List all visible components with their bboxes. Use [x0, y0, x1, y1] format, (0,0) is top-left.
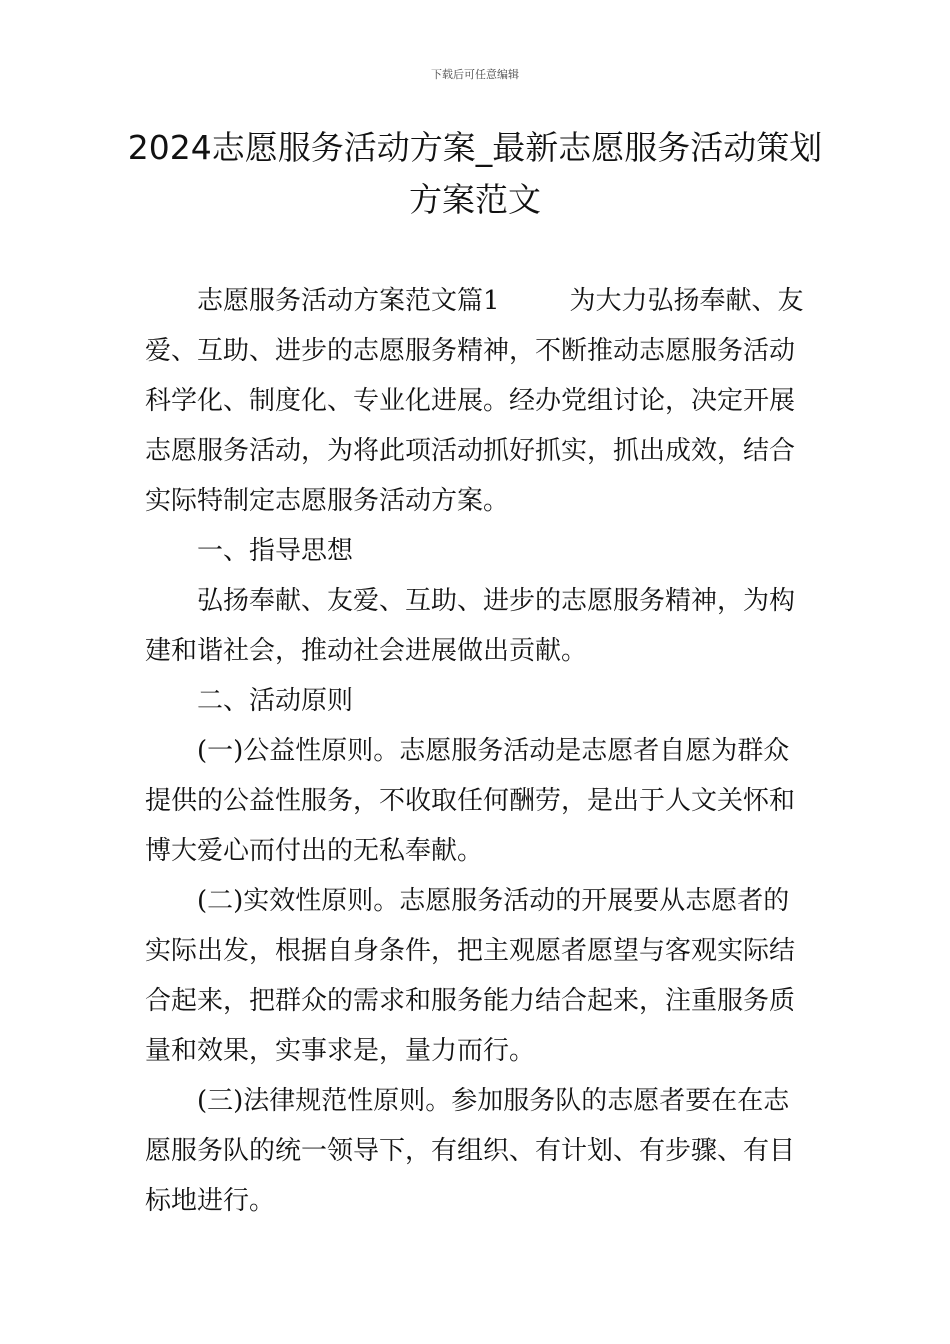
paragraph-intro [145, 276, 810, 526]
paragraph-principle-3: (三)法律规范性原则。参加服务队的志愿者要在在志愿服务队的统一领导下，有组织、有计划、有步骤、有目标地进行。 [145, 1086, 796, 1216]
paragraph-principle-1: (一)公益性原则。志愿服务活动是志愿者自愿为群众提供的公益性服务，不收取任何酬劳，是出于人文关怀和博大爱心而付出的无私奉献。 [145, 736, 796, 866]
heading-guiding-ideology: 一、指导思想 [197, 536, 354, 566]
section-lead: 志愿服务活动方案范文篇1 [197, 286, 500, 316]
header-note: 下载后可任意编辑 [431, 68, 519, 81]
document-body [145, 276, 810, 1226]
paragraph-guiding-ideology: 弘扬奉献、友爱、互助、进步的志愿服务精神，为构建和谐社会，推动社会进展做出贡献。 [145, 586, 796, 666]
heading-principles: 二、活动原则 [197, 686, 354, 716]
paragraph-principle-2: (二)实效性原则。志愿服务活动的开展要从志愿者的实际出发，根据自身条件，把主观愿者愿望与客观实际结合起来，把群众的需求和服务能力结合起来，注重服务质量和效果，实事求是，量力而行。 [145, 886, 796, 1066]
document-title: 2024志愿服务活动方案_最新志愿服务活动策划方案范文 [127, 128, 823, 219]
paragraph-text: 为大力弘扬奉献、友爱、互助、进步的志愿服务精神，不断推动志愿服务活动科学化、制度化、专业化进展。经办党组讨论，决定开展志愿服务活动，为将此项活动抓好抓实，抓出成效，结合实际特制定志愿服务活动方案。 [145, 286, 804, 516]
